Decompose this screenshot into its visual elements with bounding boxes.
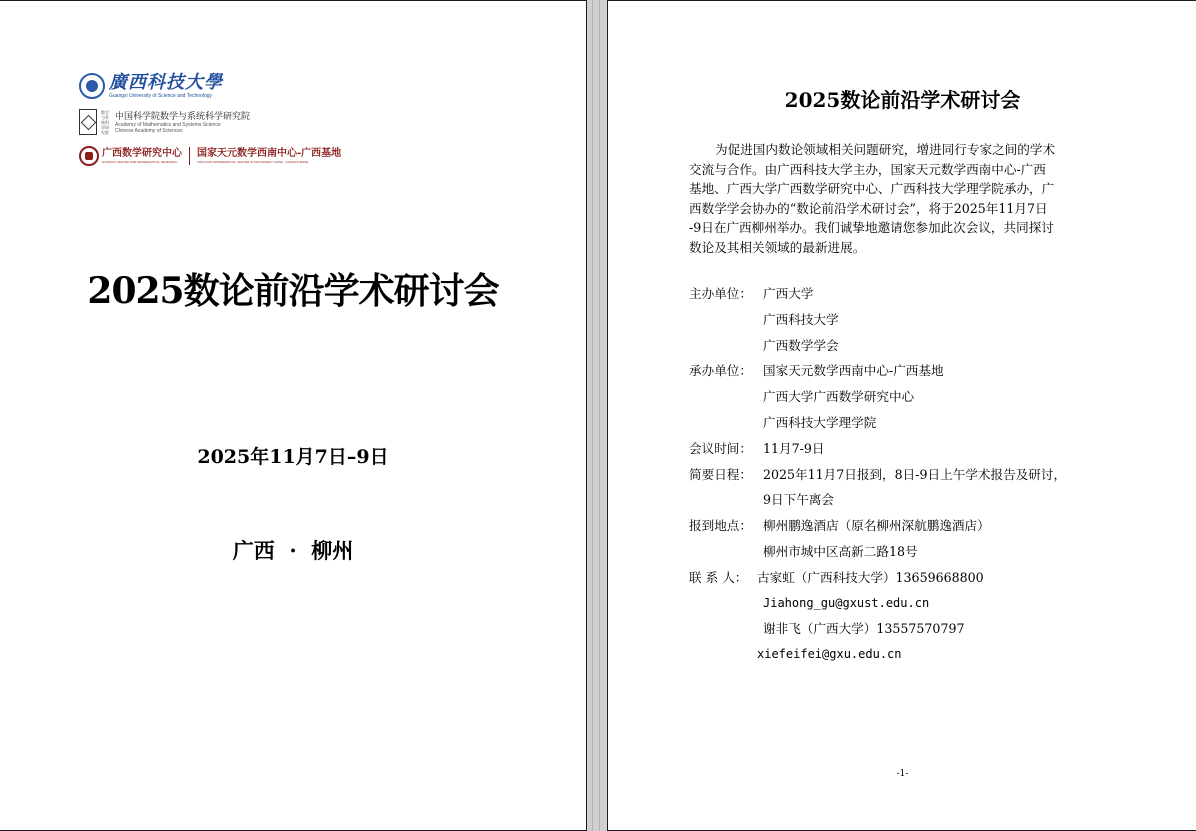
organizer-value: 广西科技大学理学院: [763, 414, 877, 430]
time-label: 会议时间：: [689, 440, 752, 456]
intro-line: 数论及其相关领域的最新进展。: [689, 239, 866, 255]
gxust-logo-english: Guangxi University of Science and Technology: [109, 93, 213, 99]
intro-line: 基地、广西大学广西数学研究中心、广西科技大学理学院承办，广: [689, 181, 1055, 196]
amss-emblem-icon: [79, 109, 97, 135]
organizer-value: 广西大学广西数学研究中心: [763, 389, 915, 405]
cover-page: [0, 0, 587, 831]
host-value: 广西科技大学: [763, 311, 839, 327]
cover-title: 2025数论前沿学术研讨会: [87, 270, 499, 312]
cover-place: 广西 · 柳州: [232, 538, 354, 563]
intro-line: 交流与合作。由广西科技大学主办，国家天元数学西南中心-广西: [689, 161, 1046, 177]
contact-1: 古家虹（广西科技大学）13659668800: [757, 569, 984, 585]
contact-row: [689, 591, 1129, 617]
venue-label: 报到地点：: [689, 518, 752, 534]
venue-address: 柳州市城中区高新二路18号: [763, 543, 918, 559]
organizer-row: [689, 358, 1129, 384]
time-value: 11月7-9日: [763, 440, 825, 456]
schedule-label: 简要日程：: [689, 466, 752, 482]
organizer-value: 国家天元数学西南中心-广西基地: [763, 363, 944, 379]
contact-2-email[interactable]: xiefeifei@gxu.edu.cn: [757, 647, 902, 662]
content-page: [607, 0, 1196, 831]
host-row: [689, 307, 1129, 333]
gxust-logo: [79, 73, 223, 99]
tianyuan-logo-english: TIANYUAN MATHEMATICAL CENTER IN SOUTHWEST CHINA · GUANGXI BASE: [197, 160, 309, 164]
amss-logo: [79, 109, 250, 135]
organizer-row: [689, 410, 1129, 436]
contact-row: [689, 616, 1129, 642]
page-gutter: [588, 0, 605, 831]
gcam-logo-name: 广西数学研究中心: [102, 148, 182, 159]
gcam-seal-icon: [79, 146, 99, 166]
intro-line: 西数学学会协办的“数论前沿学术研讨会”，将于2025年11月7日: [689, 200, 1048, 216]
intro-line: -9日在广西柳州举办。我们诚挚地邀请您参加此次会议，共同探讨: [689, 220, 1054, 235]
schedule-row: [689, 462, 1129, 488]
logo-divider: [189, 147, 190, 165]
page-number: -1-: [896, 769, 909, 779]
schedule-row: [689, 487, 1129, 513]
venue-row: [689, 539, 1129, 565]
gxust-seal-icon: [79, 73, 105, 99]
amss-logo-english-2: Chinese Academy of Sciences: [115, 128, 183, 134]
contact-2: 谢非飞（广西大学）13557570797: [763, 621, 965, 637]
amss-logo-english-1: Academy of Mathematics and Systems Science: [115, 122, 221, 128]
gcam-logo-english: GUANGXI CENTER FOR MATHEMATICAL RESEARCH: [102, 160, 178, 164]
amss-side-text: 数学与系统科学研究院: [101, 109, 109, 135]
organizer-row: [689, 384, 1129, 410]
tianyuan-logo-name: 国家天元数学西南中心-广西基地: [197, 148, 342, 159]
conference-info: [689, 281, 1129, 668]
time-row: [689, 436, 1129, 462]
contact-label: 联 系 人：: [689, 569, 748, 585]
contact-row: [689, 565, 1129, 591]
host-value: 广西大学: [763, 286, 814, 301]
host-value: 广西数学学会: [763, 337, 839, 353]
organizer-label: 承办单位：: [689, 363, 752, 379]
document-title: 2025数论前沿学术研讨会: [784, 88, 1021, 112]
amss-logo-name: 中国科学院数学与系统科学研究院: [115, 111, 251, 121]
host-row: [689, 281, 1129, 307]
gxust-logo-name: 廣西科技大學: [109, 72, 223, 93]
host-label: 主办单位：: [689, 286, 752, 301]
venue-row: [689, 513, 1129, 539]
gcam-tianyuan-logo: [79, 146, 341, 166]
host-row: [689, 333, 1129, 359]
intro-line: 为促进国内数论领域相关问题研究，增进同行专家之间的学术: [715, 142, 1056, 157]
intro-paragraph: [689, 140, 1114, 257]
contact-1-email[interactable]: Jiahong_gu@gxust.edu.cn: [763, 595, 930, 610]
cover-date: 2025年11月7日–9日: [197, 446, 389, 468]
schedule-value: 9日下午离会: [763, 492, 834, 508]
schedule-value: 2025年11月7日报到，8日-9日上午学术报告及研讨，: [763, 466, 1067, 482]
venue-value: 柳州鹏逸酒店（原名柳州深航鹏逸酒店）: [763, 518, 990, 534]
contact-row: [683, 642, 1129, 668]
